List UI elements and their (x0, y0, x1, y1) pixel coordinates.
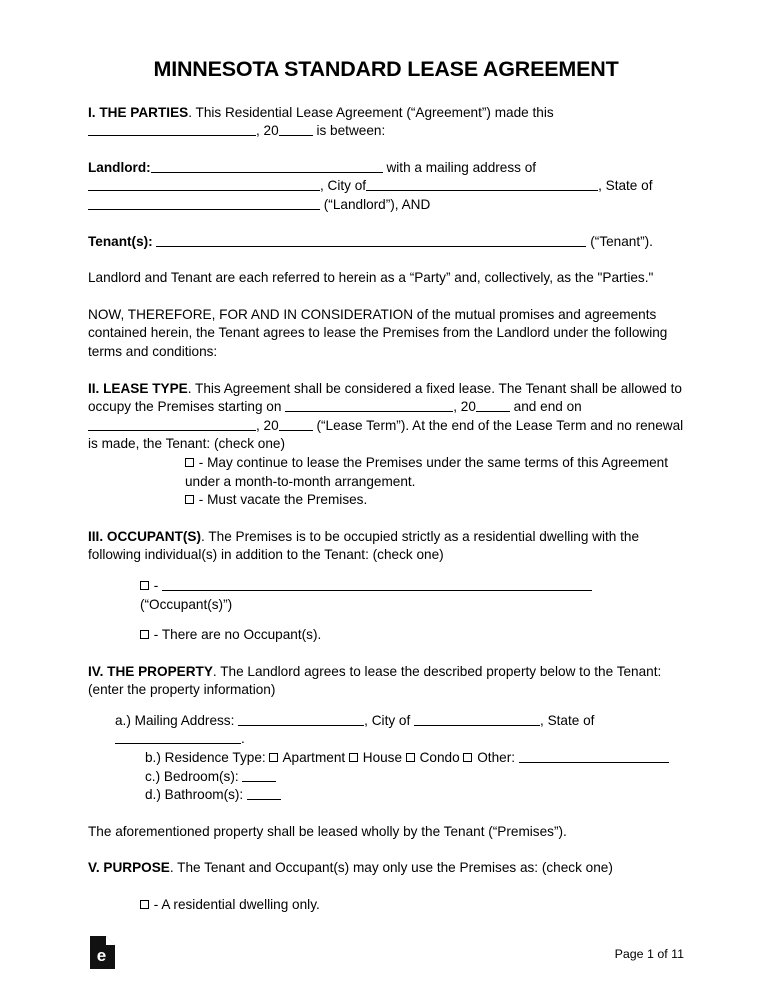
parties-intro-text-c: is between: (312, 123, 386, 139)
property-item-a: a.) Mailing Address: , City of , State of . (115, 712, 595, 747)
property-city-blank[interactable] (414, 712, 540, 726)
property-item-d-label: d.) Bathroom(s): (145, 787, 244, 803)
checkbox-icon[interactable] (269, 753, 278, 762)
tenant-suffix: (“Tenant”). (590, 233, 653, 249)
section-heading-occupants: III. OCCUPANT(S) (88, 528, 202, 544)
section-property (88, 663, 684, 700)
checkbox-icon[interactable] (185, 495, 194, 504)
parties-intro-text-a: . This Residential Lease Agreement (“Agreement”) made this (188, 104, 554, 120)
property-item-a-label: a.) Mailing Address: (115, 712, 235, 728)
section-heading-lease-type: II. LEASE TYPE (88, 380, 188, 396)
occupants-option-1-suffix: (“Occupant(s)”) (140, 596, 233, 612)
property-state-blank[interactable] (115, 730, 241, 744)
bathrooms-blank[interactable] (247, 786, 281, 800)
landlord-text-d: (“Landlord”), AND (323, 197, 431, 213)
consideration-paragraph: NOW, THEREFORE, FOR AND IN CONSIDERATION of the mutual promises and agreements contained herein, the Tenant agrees to lease the Premises from the Landlord under the following terms and conditions: (88, 306, 668, 359)
landlord-block (88, 159, 684, 215)
section-occupants (88, 528, 684, 565)
lease-type-option-1-label: - May continue to lease the Premises under the same terms of this Agreement under a month-to-month arrangement. (185, 454, 668, 489)
section-heading-purpose: V. PURPOSE (88, 860, 170, 876)
landlord-label: Landlord: (88, 159, 151, 175)
lease-type-option-2-label: - Must vacate the Premises. (198, 492, 368, 508)
property-item-d (88, 786, 684, 805)
property-item-b (88, 749, 684, 768)
residence-type-condo[interactable]: Condo (419, 750, 460, 766)
document-body (88, 0, 684, 915)
section-heading-parties: I. THE PARTIES (88, 104, 189, 120)
checkbox-icon[interactable] (140, 581, 149, 590)
purpose-text: . The Tenant and Occupant(s) may only use the Premises as: (check one) (169, 860, 613, 876)
lease-type-option-1[interactable] (88, 454, 684, 491)
occupants-option-2-label: - There are no Occupant(s). (153, 627, 322, 643)
lease-end-year-blank[interactable] (279, 417, 313, 431)
property-closing-paragraph: The aforementioned property shall be leased wholly by the Tenant (“Premises”). (88, 823, 567, 839)
lease-end-date-blank[interactable] (88, 417, 256, 431)
checkbox-icon[interactable] (463, 753, 472, 762)
agreement-year-blank[interactable] (279, 122, 313, 136)
occupants-text: . The Premises is to be occupied strictly as a residential dwelling with the following individual(s) in addition to the Tenant: (check one) (88, 528, 640, 563)
lease-type-text-b: , 20 (453, 399, 476, 415)
agreement-date-blank[interactable] (88, 122, 256, 136)
checkbox-icon[interactable] (140, 630, 149, 639)
parties-intro-text-b: , 20 (256, 123, 279, 139)
property-item-a-city: , City of (364, 712, 411, 728)
property-item-b-label: b.) Residence Type: (145, 750, 266, 766)
eforms-logo (90, 936, 115, 969)
landlord-name-blank[interactable] (151, 159, 383, 173)
landlord-text-a: with a mailing address of (382, 159, 537, 175)
residence-type-house[interactable]: House (362, 750, 403, 766)
landlord-text-c: , State of (598, 178, 653, 194)
purpose-option-1-label: - A residential dwelling only. (153, 897, 320, 913)
section-parties-intro (88, 104, 684, 141)
lease-type-text-a: . This Agreement shall be considered a fixed lease. The Tenant shall be allowed to occupy the Premises starting on (88, 380, 682, 415)
property-address-blank[interactable] (238, 712, 364, 726)
section-lease-type (88, 380, 684, 454)
occupants-option-2[interactable] (88, 626, 684, 645)
landlord-city-blank[interactable] (366, 177, 598, 191)
landlord-text-b: , City of (320, 178, 367, 194)
lease-type-text-c: and end on (509, 399, 582, 415)
property-item-a-state: , State of (540, 712, 595, 728)
property-item-c-label: c.) Bedroom(s): (145, 768, 239, 784)
lease-type-text-e: (“Lease Term”). At the end of the Lease Term and no renewal is made, the Tenant: (check one) (88, 417, 684, 452)
parties-referred-paragraph: Landlord and Tenant are each referred to herein as a “Party” and, collectively, as the "Parties." (88, 270, 654, 286)
lease-type-text-d: , 20 (256, 417, 279, 433)
property-item-c (88, 768, 684, 787)
residence-type-other-label[interactable]: Other: (477, 750, 516, 766)
tenant-name-blank[interactable] (156, 233, 586, 247)
occupant-names-blank[interactable] (162, 577, 592, 591)
page-footer (88, 934, 684, 980)
checkbox-icon[interactable] (406, 753, 415, 762)
checkbox-icon[interactable] (185, 458, 194, 467)
logo-letter: e (96, 946, 107, 965)
landlord-state-blank[interactable] (88, 196, 320, 210)
purpose-option-1[interactable] (88, 896, 684, 915)
tenant-block (88, 233, 684, 252)
landlord-address-blank[interactable] (88, 177, 320, 191)
page-title: MINNESOTA STANDARD LEASE AGREEMENT (153, 57, 619, 81)
lease-start-date-blank[interactable] (285, 398, 453, 412)
checkbox-icon[interactable] (349, 753, 358, 762)
section-heading-property: IV. THE PROPERTY (88, 663, 213, 679)
property-text: . The Landlord agrees to lease the described property below to the Tenant: (enter the property information) (88, 663, 662, 698)
section-purpose (88, 859, 684, 878)
page-number: Page 1 of 11 (614, 947, 684, 961)
lease-start-year-blank[interactable] (476, 398, 510, 412)
residence-type-apartment[interactable]: Apartment (282, 750, 346, 766)
lease-type-option-2[interactable] (88, 491, 684, 510)
document-logo-icon (90, 936, 115, 969)
checkbox-icon[interactable] (140, 900, 149, 909)
occupants-option-1[interactable]: - (“Occupant(s)”) (88, 577, 684, 614)
bedrooms-blank[interactable] (242, 768, 276, 782)
tenant-label: Tenant(s): (88, 233, 153, 249)
residence-type-other-blank[interactable] (519, 749, 669, 763)
